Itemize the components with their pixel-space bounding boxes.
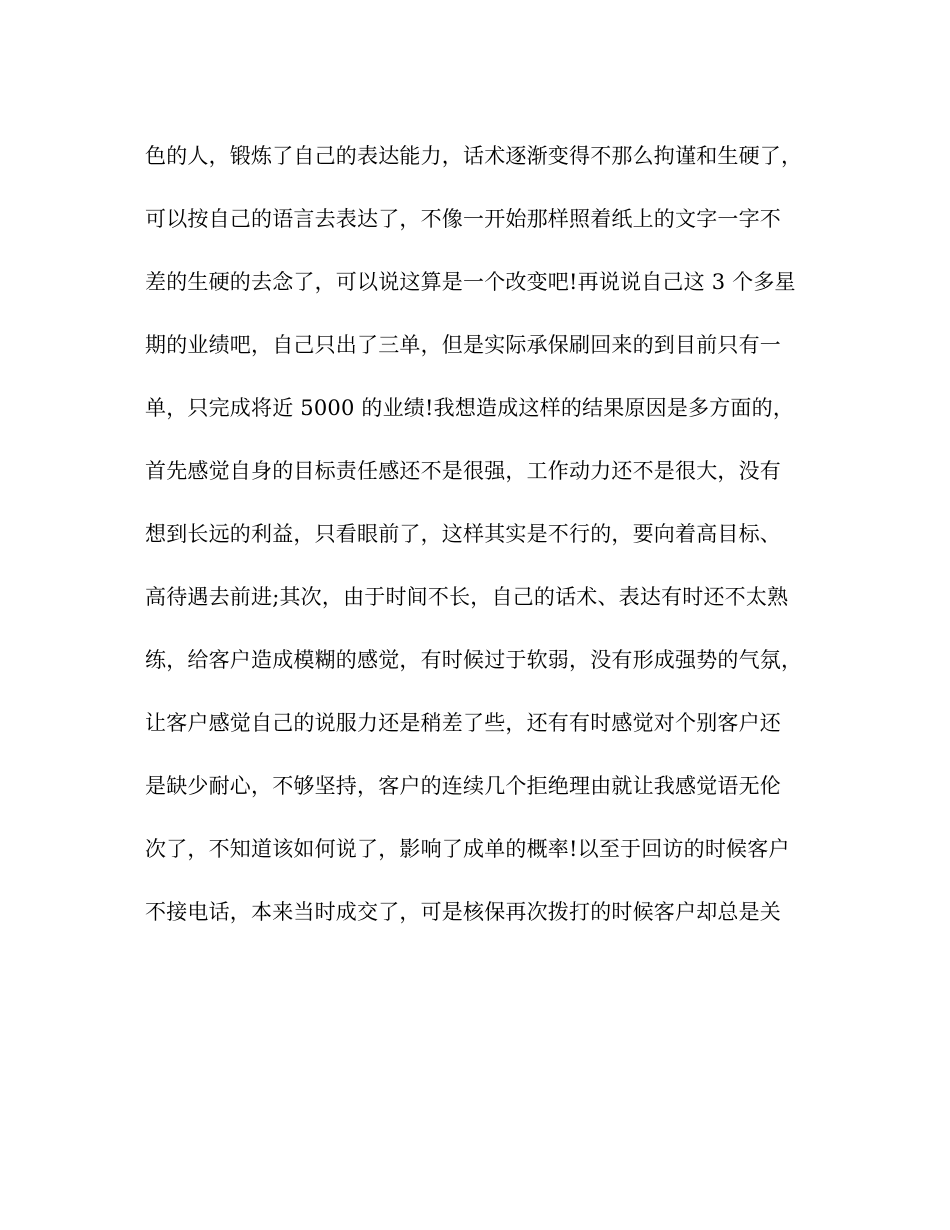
text-line: 想到长远的利益，只看眼前了，这样其实是不行的，要向着高目标、: [145, 522, 781, 546]
text-line: 期的业绩吧，自己只出了三单，但是实际承保刷回来的到目前只有一: [145, 333, 781, 357]
text-line: 可以按自己的语言去表达了，不像一开始那样照着纸上的文字一字不: [145, 207, 781, 231]
text-line: 单，只完成将近 5000 的业绩!我想造成这样的结果原因是多方面的，: [145, 396, 795, 420]
text-line: 让客户感觉自己的说服力还是稍差了些，还有有时感觉对个别客户还: [145, 711, 781, 735]
text-line: 高待遇去前进;其次，由于时间不长，自己的话术、表达有时还不太熟: [145, 585, 789, 609]
text-line: 首先感觉自身的目标责任感还不是很强，工作动力还不是很大，没有: [145, 459, 781, 483]
text-line: 次了，不知道该如何说了，影响了成单的概率!以至于回访的时候客户: [145, 837, 790, 861]
text-line: 差的生硬的去念了，可以说这算是一个改变吧!再说说自己这 3 个多星: [145, 270, 796, 294]
body-text: [145, 131, 845, 950]
text-line: 是缺少耐心，不够坚持，客户的连续几个拒绝理由就让我感觉语无伦: [145, 774, 781, 798]
text-line: 不接电话，本来当时成交了，可是核保再次拨打的时候客户却总是关: [145, 900, 781, 924]
text-line: 色的人，锻炼了自己的表达能力，话术逐渐变得不那么拘谨和生硬了，: [145, 144, 803, 168]
text-line: 练，给客户造成模糊的感觉，有时候过于软弱，没有形成强势的气氛，: [145, 648, 803, 672]
